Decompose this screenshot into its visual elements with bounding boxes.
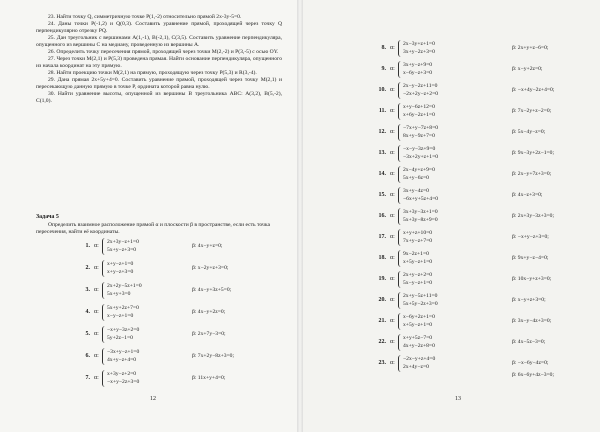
equation-2: −2x+2y−z+2=0 xyxy=(403,91,439,97)
equation-system xyxy=(403,208,438,224)
page-fold xyxy=(297,0,303,432)
beta-plane: β: 6x−6y+4z−3=0; xyxy=(512,372,555,378)
beta-plane: β: −x+y−z+3=0; xyxy=(512,234,549,240)
beta-plane: β: 7x−2y+z−2=0; xyxy=(512,108,552,114)
item-number: 23. xyxy=(378,360,386,366)
equation-system xyxy=(403,229,432,245)
equation-system xyxy=(107,282,142,298)
beta-plane: β: −x−6y−4z=0; xyxy=(512,360,549,366)
system-item xyxy=(372,187,582,205)
system-item xyxy=(76,304,262,322)
system-item xyxy=(372,355,582,373)
equation-2: 7x+y−z+7=0 xyxy=(403,238,433,244)
beta-plane: β: 11x+y+4=0; xyxy=(192,375,226,381)
beta-plane: β: 5x−4y−z=0; xyxy=(512,129,546,135)
system-item xyxy=(372,82,582,100)
alpha-label: α: xyxy=(390,276,395,282)
item-number: 10. xyxy=(378,87,386,93)
beta-plane: β: 2x−y+7z+3=0; xyxy=(512,171,552,177)
equation-2: −6x+y+5z+4=0 xyxy=(403,196,439,202)
system-item xyxy=(372,313,582,331)
task-description: Определить взаимное расположение прямой α и плоскости β в пространстве, если есть точка пересечения, найти её координаты. xyxy=(36,222,270,235)
beta-plane: β: 9x+y−z−4=0; xyxy=(512,255,549,261)
right-page xyxy=(300,0,600,432)
alpha-label: α: xyxy=(390,255,395,261)
alpha-label: α: xyxy=(390,45,395,51)
alpha-label: α: xyxy=(94,309,99,315)
system-item xyxy=(76,238,262,256)
beta-plane: β: 7x+2y−8z+3=0; xyxy=(192,353,235,359)
item-number: 21. xyxy=(378,318,386,324)
page-number: 12 xyxy=(150,396,156,402)
item-number: 7. xyxy=(85,375,90,381)
beta-plane: β: 4x−5z−3=0; xyxy=(512,339,546,345)
beta-plane: β: 2x+7y−3=0; xyxy=(192,331,226,337)
system-item xyxy=(76,370,262,388)
equation-2: x−6y−z+3=0 xyxy=(403,70,433,76)
alpha-label: α: xyxy=(390,339,395,345)
equation-system xyxy=(107,260,133,276)
alpha-label: α: xyxy=(94,375,99,381)
alpha-label: α: xyxy=(390,108,395,114)
alpha-label: α: xyxy=(390,129,395,135)
item-number: 15. xyxy=(378,192,386,198)
system-item xyxy=(372,166,582,184)
alpha-label: α: xyxy=(390,318,395,324)
alpha-label: α: xyxy=(94,331,99,337)
alpha-label: α: xyxy=(390,87,395,93)
equation-2: 4x+y−2z+8=0 xyxy=(403,343,435,349)
equation-2: x+5y−z+1=0 xyxy=(403,259,433,265)
alpha-label: α: xyxy=(94,287,99,293)
equation-1: 2x−4y+z+9=0 xyxy=(403,167,435,173)
equation-1: 3x+3y−3z+1=0 xyxy=(403,209,438,215)
equation-1: x−6y+2z+1=0 xyxy=(403,314,435,320)
item-number: 1. xyxy=(85,243,90,249)
equation-2: 3x+y−2z+3=0 xyxy=(403,49,435,55)
problem-text: 24. Даны точки P(-1,2) и Q(0,3). Составить уравнение прямой, проходящей через точку Q перпендикулярно отрезку PQ. xyxy=(36,21,282,34)
system-item xyxy=(76,348,262,366)
equation-2: x+y−z+3=0 xyxy=(107,269,134,275)
alpha-label: α: xyxy=(390,297,395,303)
item-number: 4. xyxy=(85,309,90,315)
system-item xyxy=(372,208,582,226)
equation-system xyxy=(403,166,435,182)
equation-system xyxy=(403,145,438,161)
equation-2: x−y−z+1=0 xyxy=(107,313,134,319)
equation-2: 4x+y−z+4=0 xyxy=(107,357,137,363)
item-number: 14. xyxy=(378,171,386,177)
beta-plane: β: −x+4y−2z+4=0; xyxy=(512,87,555,93)
system-item xyxy=(372,40,582,58)
equation-system xyxy=(107,348,139,364)
equation-system xyxy=(107,304,139,320)
alpha-label: α: xyxy=(390,360,395,366)
equation-1: x+y−6z+12=0 xyxy=(403,104,435,110)
system-item xyxy=(372,271,582,289)
problem-text: 25. Дан треугольник с вершинами A(1,-1), B(-2,1), C(3,5). Составить уравнение перпендикуляра, опущенного из вершины C на медиану, проведенную из вершины A. xyxy=(36,35,282,48)
equation-2: x+5y−z+1=0 xyxy=(403,322,433,328)
item-number: 16. xyxy=(378,213,386,219)
equation-2: 8x+y−9z+7=0 xyxy=(403,133,435,139)
system-item xyxy=(372,145,582,163)
item-number: 17. xyxy=(378,234,386,240)
equation-2: 5x−y−z+1=0 xyxy=(403,280,433,286)
equation-1: −2x−y+z+4=0 xyxy=(403,356,436,362)
equation-1: 3x+y−4z=0 xyxy=(403,188,429,194)
system-item xyxy=(372,229,582,247)
alpha-label: α: xyxy=(390,234,395,240)
alpha-label: α: xyxy=(94,243,99,249)
system-item xyxy=(76,326,262,344)
equation-2: 2x+4y−z=0 xyxy=(403,364,429,370)
equation-2: −3x+2y+z+1=0 xyxy=(403,154,439,160)
alpha-label: α: xyxy=(390,150,395,156)
beta-plane: β: 2x+3y−3z+3=0; xyxy=(512,213,555,219)
problem-text: 23. Найти точку Q, симметричную точке P(1,-2) относительно прямой 2x-3y-5=0. xyxy=(48,14,242,20)
item-number: 5. xyxy=(85,331,90,337)
equation-2: 5x+y−6z=0 xyxy=(403,175,429,181)
item-number: 3. xyxy=(85,287,90,293)
beta-plane: β: 4x−y+z=0; xyxy=(192,243,223,249)
system-item xyxy=(76,282,262,300)
equation-system xyxy=(403,61,432,77)
item-number: 20. xyxy=(378,297,386,303)
equation-system xyxy=(107,238,139,254)
item-number: 19. xyxy=(378,276,386,282)
equation-1: 9x−2z+1=0 xyxy=(403,251,429,257)
equation-system xyxy=(403,355,435,371)
item-number: 22. xyxy=(378,339,386,345)
equation-system xyxy=(403,292,438,308)
beta-plane: β: 4x−z+3=0; xyxy=(512,192,543,198)
equation-2: −x+y−2z+3=0 xyxy=(107,379,140,385)
item-number: 13. xyxy=(378,150,386,156)
item-number: 9. xyxy=(381,66,386,72)
equation-system xyxy=(403,187,438,203)
equation-system xyxy=(107,370,139,386)
beta-plane: β: x−2y+z+3=0; xyxy=(192,265,229,271)
equation-1: −7x+y−7z+8=0 xyxy=(403,125,439,131)
equation-2: 5y+2z−1=0 xyxy=(107,335,133,341)
item-number: 12. xyxy=(378,129,386,135)
alpha-label: α: xyxy=(390,171,395,177)
item-number: 11. xyxy=(378,108,386,114)
item-number: 8. xyxy=(381,45,386,51)
equation-1: 2x+3y−z+1=0 xyxy=(107,239,139,245)
equation-1: 2x−y−2z+11=0 xyxy=(403,83,438,89)
item-number: 6. xyxy=(85,353,90,359)
equation-system xyxy=(403,271,432,287)
equation-system xyxy=(403,124,438,140)
beta-plane: β: 10x−y+z+3=0; xyxy=(512,276,552,282)
equation-1: x+3y−z+2=0 xyxy=(107,371,137,377)
system-item xyxy=(372,292,582,310)
equation-2: 5x+3y−8z+9=0 xyxy=(403,217,438,223)
equation-1: x+y+5z−7=0 xyxy=(403,335,433,341)
equation-1: 3x+y−z+9=0 xyxy=(403,62,433,68)
alpha-label: α: xyxy=(390,192,395,198)
equation-2: x+6y−2z+1=0 xyxy=(403,112,435,118)
problem-text: 30. Найти уравнение высоты, опущенной из вершины B треугольника ABC: A(3,2), B(5,-2), C(1,0). xyxy=(36,91,282,104)
equation-system xyxy=(107,326,139,342)
beta-plane: β: 4x−y+3z+5=0; xyxy=(192,287,232,293)
equation-2: 5x+5y−2z+3=0 xyxy=(403,301,438,307)
beta-plane: β: x−y+z+3=0; xyxy=(512,297,546,303)
page-number: 13 xyxy=(455,396,461,402)
system-item xyxy=(372,124,582,142)
equation-2: 5x+y−z+3=0 xyxy=(107,247,137,253)
task-title: Задача 5 xyxy=(36,214,59,220)
problem-text: 28. Найти проекцию точки M(2,1) на прямую, проходящую через точку P(5,3) и R(3,-4). xyxy=(48,70,257,76)
system-item xyxy=(76,260,262,278)
item-number: 2. xyxy=(85,265,90,271)
equation-system xyxy=(403,250,432,266)
problem-text: 27. Через точки M(2,1) и P(5,3) проведена прямая. Найти основание перпендикуляра, опущенного из начала координат на эту прямую. xyxy=(36,56,282,69)
alpha-label: α: xyxy=(94,265,99,271)
problems-list xyxy=(36,14,282,105)
equation-1: −x+y−3z+2=0 xyxy=(107,327,140,333)
system-item xyxy=(372,334,582,352)
problem-text: 26. Определить точку пересечения прямой, проходящей через точки M(2,-2) и P(3,-5) с осью OY. xyxy=(48,49,279,55)
beta-plane: β: 9x−3y+2z−1=0; xyxy=(512,150,555,156)
item-number: 18. xyxy=(378,255,386,261)
system-item xyxy=(372,103,582,121)
equation-system xyxy=(403,103,435,119)
beta-plane: β: 3x−y−4z+3=0; xyxy=(512,318,552,324)
alpha-label: α: xyxy=(390,66,395,72)
equation-2: 5x+y+3=0 xyxy=(107,291,131,297)
equation-1: 2x+y−5z+11=0 xyxy=(403,293,438,299)
system-item xyxy=(372,250,582,268)
equation-system xyxy=(403,313,435,329)
equation-system xyxy=(403,40,435,56)
equation-1: x+y−z+1=0 xyxy=(107,261,134,267)
equation-system xyxy=(403,334,435,350)
system-item xyxy=(372,61,582,79)
beta-plane: β: 4x−y+2z=0; xyxy=(192,309,226,315)
equation-1: 2x−3y+z+1=0 xyxy=(403,41,435,47)
alpha-label: α: xyxy=(390,213,395,219)
equation-1: 2x+2y−5z+1=0 xyxy=(107,283,142,289)
equation-1: −3x+y−z+1=0 xyxy=(107,349,140,355)
equation-1: 2x+y−z+2=0 xyxy=(403,272,433,278)
alpha-label: α: xyxy=(94,353,99,359)
beta-plane: β: x−y+2z=0; xyxy=(512,66,543,72)
equation-1: −x−y−3z+9=0 xyxy=(403,146,436,152)
equation-1: x+y+z+10=0 xyxy=(403,230,433,236)
equation-1: 5x+y+2z+7=0 xyxy=(107,305,139,311)
equation-system xyxy=(403,82,438,98)
problem-text: 29. Дана прямая 2x+5y+4=0. Составить уравнение прямой, проходящей через точку M(2,1) и пересекающую данную прямую в точке P, ордината которой равна нулю. xyxy=(36,77,282,90)
beta-plane: β: 2x+y+z−6=0; xyxy=(512,45,549,51)
